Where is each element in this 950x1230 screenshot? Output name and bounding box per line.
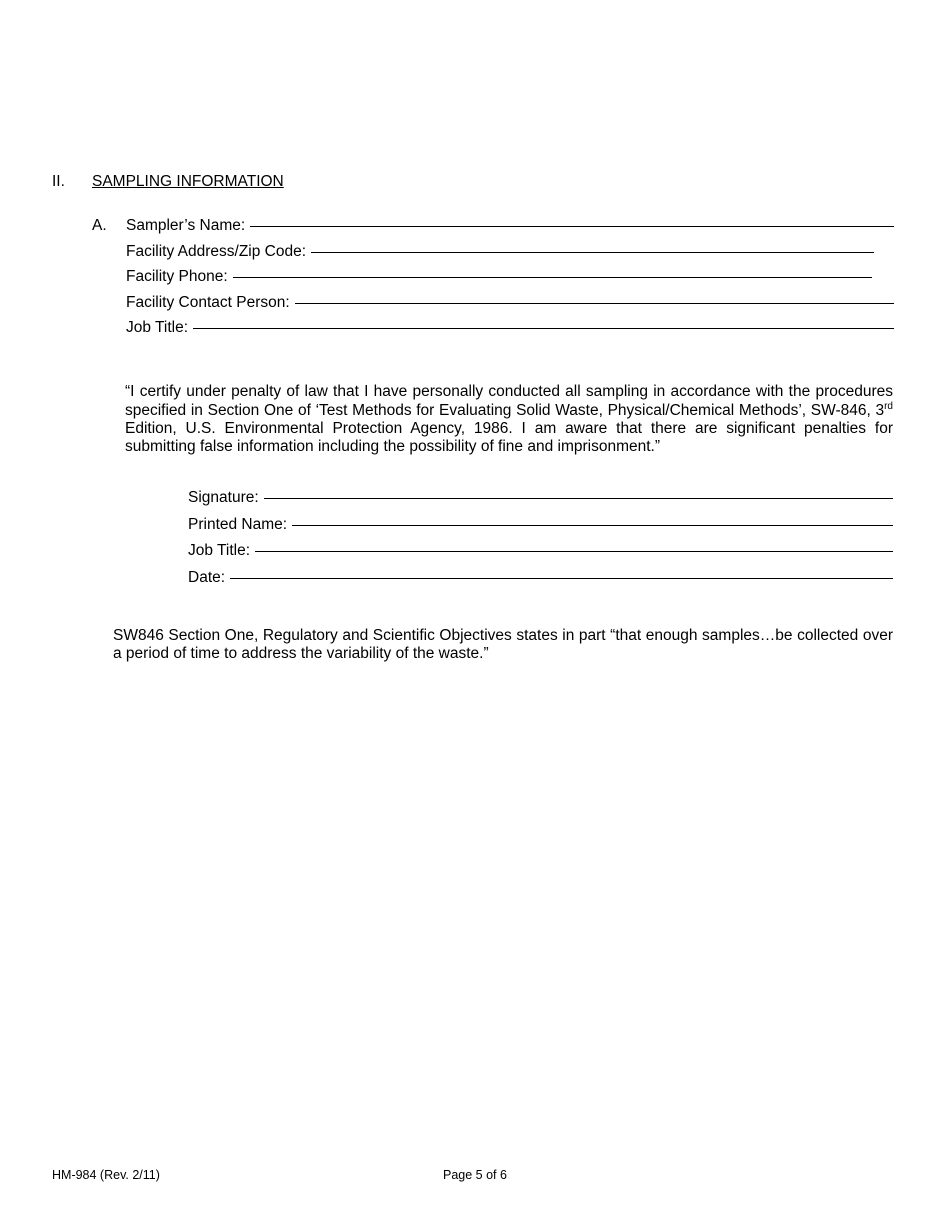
field-row — [188, 569, 893, 596]
field-label-printed-name: Printed Name: — [188, 515, 288, 533]
field-row — [188, 542, 893, 569]
field-label-job-title: Job Title: — [126, 319, 189, 336]
field-input-signature-job-title[interactable] — [255, 551, 893, 552]
section-heading — [52, 173, 892, 192]
field-row — [126, 319, 894, 345]
field-row — [126, 217, 894, 243]
field-row — [126, 243, 894, 269]
sw846-note: SW846 Section One, Regulatory and Scientific Objectives states in part “that enough samples…be collected over a period of time to address the variability of the waste.” — [113, 627, 893, 662]
field-label-facility-phone: Facility Phone: — [126, 268, 228, 285]
field-label-facility-contact-person: Facility Contact Person: — [126, 293, 290, 311]
certification-text-part1: “I certify under penalty of law that I have personally conducted all sampling in accordance with the procedures specified in Section One of ‘Test Methods for Evaluating Solid Waste, Physical/Chemical Methods’, SW-846, 3 — [125, 383, 893, 420]
field-input-facility-phone[interactable] — [233, 277, 872, 278]
field-row — [126, 268, 894, 294]
field-input-signature[interactable] — [264, 498, 893, 499]
certification-text-part2: Edition, U.S. Environmental Protection Agency, 1986. I am aware that there are significant penalties for submitting false information including the possibility of fine and imprisonment.” — [125, 420, 893, 456]
field-input-job-title[interactable] — [193, 328, 894, 329]
field-row — [188, 489, 893, 516]
sampler-field-list — [126, 217, 894, 345]
certification-ordinal: rd — [884, 400, 893, 412]
signature-field-list — [188, 489, 893, 595]
field-input-date[interactable] — [230, 578, 893, 579]
field-label-date: Date: — [188, 568, 226, 586]
certification-statement — [125, 383, 893, 456]
footer-form-id: HM-984 (Rev. 2/11) — [52, 1168, 160, 1182]
footer-page-number: Page 5 of 6 — [443, 1168, 507, 1182]
field-row — [126, 294, 894, 320]
field-row — [188, 516, 893, 543]
field-label-signature: Signature: — [188, 489, 259, 506]
field-label-samplers-name: Sampler’s Name: — [126, 217, 246, 234]
section-number: II. — [52, 173, 65, 190]
subsection-letter: A. — [92, 217, 107, 234]
subsection-a — [92, 217, 894, 345]
field-input-facility-contact-person[interactable] — [295, 303, 894, 304]
field-label-signature-job-title: Job Title: — [188, 542, 251, 559]
field-input-samplers-name[interactable] — [250, 226, 894, 227]
field-input-printed-name[interactable] — [292, 525, 893, 526]
field-label-facility-address-zip: Facility Address/Zip Code: — [126, 242, 307, 260]
section-title: SAMPLING INFORMATION — [92, 173, 284, 190]
field-input-facility-address-zip[interactable] — [311, 252, 874, 253]
